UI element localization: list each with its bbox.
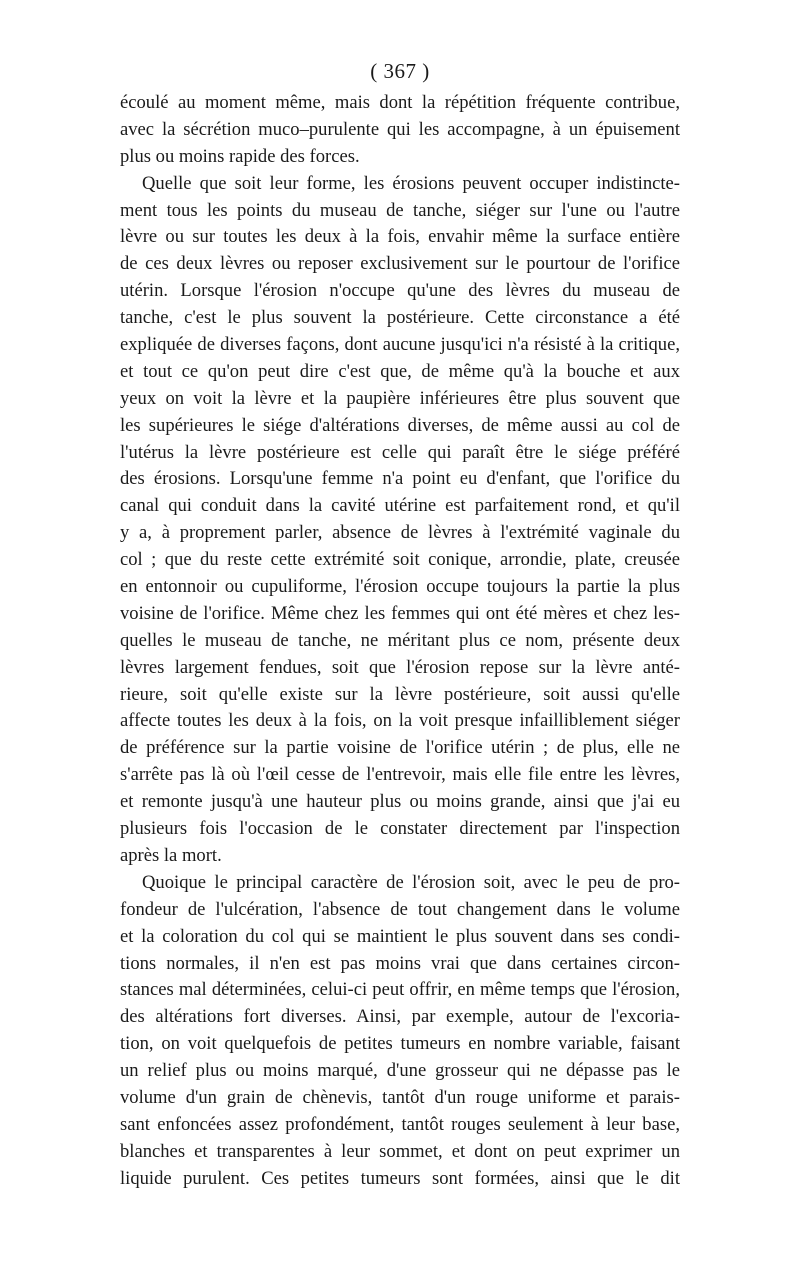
text-line: et remonte jusqu'à une hauteur plus ou moins grande, ainsi que j'ai eu xyxy=(120,791,680,813)
text-line: des altérations fort diverses. Ainsi, par exemple, autour de l'excoria- xyxy=(120,1006,680,1028)
text-line: des érosions. Lorsqu'une femme n'a point eu d'enfant, que l'orifice du xyxy=(120,468,680,490)
text-line: Quelle que soit leur forme, les érosions peuvent occuper indistincte- xyxy=(142,172,680,194)
text-line: sant enfoncées assez profondément, tantôt rouges seulement à leur base, xyxy=(120,1113,680,1135)
text-line: après la mort. xyxy=(120,844,222,866)
text-line: voisine de l'orifice. Même chez les femmes qui ont été mères et chez les- xyxy=(120,602,680,624)
text-line: écoulé au moment même, mais dont la répétition fréquente contribue, xyxy=(120,92,680,113)
text-line: de ces deux lèvres ou reposer exclusivement sur le pourtour de l'orifice xyxy=(120,253,680,275)
page-number: ( 367 ) xyxy=(370,59,430,83)
text-line: blanches et transparentes à leur sommet, et dont on peut exprimer un xyxy=(120,1140,680,1162)
text-line: tion, on voit quelquefois de petites tumeurs en nombre variable, faisant xyxy=(120,1033,680,1055)
text-line: avec la sécrétion muco–purulente qui les accompagne, à un épuisement xyxy=(120,118,680,140)
text-line: col ; que du reste cette extrémité soit conique, arrondie, plate, creusée xyxy=(120,549,680,571)
text-line: fondeur de l'ulcération, l'absence de tout changement dans le volume xyxy=(120,898,680,920)
text-line: quelles le museau de tanche, ne méritant plus ce nom, présente deux xyxy=(120,629,680,651)
text-line: lèvres largement fendues, soit que l'érosion repose sur la lèvre anté- xyxy=(120,656,680,678)
text-line: et la coloration du col qui se maintient le plus souvent dans ses condi- xyxy=(120,925,680,947)
text-line: volume d'un grain de chènevis, tantôt d'un rouge uniforme et parais- xyxy=(120,1086,680,1108)
text-line: liquide purulent. Ces petites tumeurs sont formées, ainsi que le dit xyxy=(120,1167,680,1189)
body-text xyxy=(120,90,680,1193)
text-line: lèvre ou sur toutes les deux à la fois, envahir même la surface entière xyxy=(120,226,680,248)
text-line: plus ou moins rapide des forces. xyxy=(120,145,360,167)
text-line: en entonnoir ou cupuliforme, l'érosion occupe toujours la partie la plus xyxy=(120,576,680,598)
text-line: plusieurs fois l'occasion de le constater directement par l'inspection xyxy=(120,818,680,840)
text-line: tions normales, il n'en est pas moins vrai que dans certaines circon- xyxy=(120,952,680,974)
text-line: affecte toutes les deux à la fois, on la voit presque infailliblement siéger xyxy=(120,710,680,732)
text-line: ment tous les points du museau de tanche, siéger sur l'une ou l'autre xyxy=(120,199,680,221)
text-line: expliquée de diverses façons, dont aucune jusqu'ici n'a résisté à la critique, xyxy=(120,334,680,356)
text-line: rieure, soit qu'elle existe sur la lèvre postérieure, soit aussi qu'elle xyxy=(120,683,680,705)
text-line: y a, à proprement parler, absence de lèvres à l'extrémité vaginale du xyxy=(120,522,680,544)
text-line: s'arrête pas là où l'œil cesse de l'entrevoir, mais elle file entre les lèvres, xyxy=(120,764,680,786)
book-page xyxy=(120,56,680,1193)
text-line: les supérieures le siége d'altérations diverses, de même aussi au col de xyxy=(120,414,680,436)
text-line: utérin. Lorsque l'érosion n'occupe qu'une des lèvres du museau de xyxy=(120,280,680,302)
text-line: et tout ce qu'on peut dire c'est que, de même qu'à la bouche et aux xyxy=(120,360,680,382)
text-line: canal qui conduit dans la cavité utérine est parfaitement rond, et qu'il xyxy=(120,495,680,517)
text-line: un relief plus ou moins marqué, d'une grosseur qui ne dépasse pas le xyxy=(120,1060,680,1082)
text-line: de préférence sur la partie voisine de l'orifice utérin ; de plus, elle ne xyxy=(120,737,680,759)
text-line: l'utérus la lèvre postérieure est celle qui paraît être le siége préféré xyxy=(120,441,680,463)
text-line: tanche, c'est le plus souvent la postérieure. Cette circonstance a été xyxy=(120,307,680,329)
text-line: yeux on voit la lèvre et la paupière inférieures être plus souvent que xyxy=(120,387,680,409)
text-line: stances mal déterminées, celui-ci peut offrir, en même temps que l'érosion, xyxy=(120,979,680,1001)
text-line: Quoique le principal caractère de l'érosion soit, avec le peu de pro- xyxy=(142,871,680,893)
